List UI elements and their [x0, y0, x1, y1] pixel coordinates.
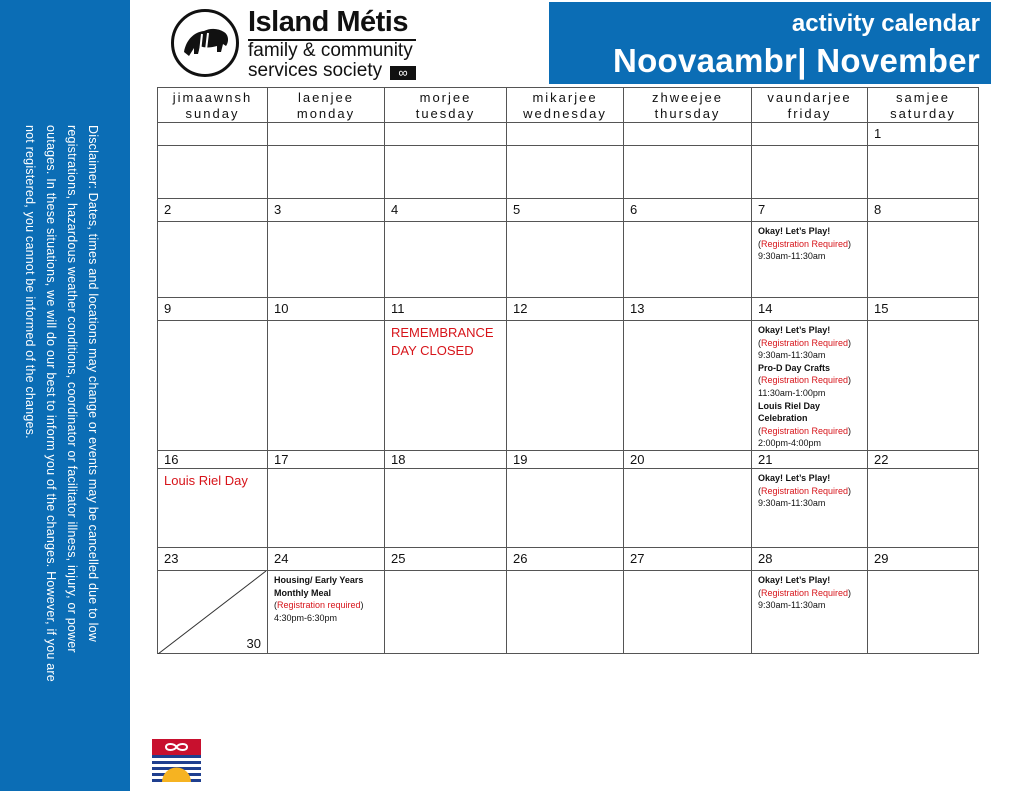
date-number: 2 — [158, 199, 268, 222]
registration-note: (Registration Required) — [758, 485, 852, 496]
org-logo — [168, 6, 428, 84]
date-number: 15 — [868, 298, 979, 321]
weekday-english: wednesday — [523, 106, 607, 121]
date-number: 13 — [624, 298, 752, 321]
weekday-header-saturday — [868, 88, 979, 123]
date-number: 23 — [158, 547, 268, 570]
date-number: 18 — [385, 450, 507, 468]
date-number: 9 — [158, 298, 268, 321]
org-name: Island Métis — [248, 6, 408, 38]
date-number: 29 — [868, 547, 979, 570]
weekday-header-row — [158, 88, 979, 123]
event-title: Louis Riel Day Celebration — [758, 400, 821, 424]
event-row — [158, 570, 979, 653]
event-cell — [385, 222, 507, 298]
weekday-michif: mikarjee — [532, 90, 598, 105]
date-number: 22 — [868, 450, 979, 468]
event-cell — [624, 321, 752, 451]
weekday-michif: jimaawnsh — [172, 90, 253, 105]
weekday-english: tuesday — [415, 106, 476, 121]
event-cell — [624, 468, 752, 547]
event-time: 9:30am-11:30am — [758, 350, 826, 361]
date-cell-empty — [268, 123, 385, 146]
event-time: 9:30am-11:30am — [758, 600, 826, 611]
weekday-header-thursday — [624, 88, 752, 123]
date-cell-empty — [385, 123, 507, 146]
event-cell-nov11 — [385, 321, 507, 451]
weekday-michif: vaundarjee — [767, 90, 852, 105]
event-cell — [507, 222, 624, 298]
date-number: 19 — [507, 450, 624, 468]
event-cell — [268, 468, 385, 547]
date-row — [158, 123, 979, 146]
event-time: 9:30am-11:30am — [758, 251, 826, 262]
event-cell — [868, 222, 979, 298]
event-cell — [507, 146, 624, 199]
event-cell — [268, 321, 385, 451]
event-cell — [158, 321, 268, 451]
registration-note: (Registration Required) — [758, 337, 852, 348]
louis-riel-day-label: Louis Riel Day — [164, 472, 248, 488]
calendar-table — [157, 87, 979, 654]
date-number: 6 — [624, 199, 752, 222]
event-cell-nov24 — [268, 570, 385, 653]
event-cell — [868, 321, 979, 451]
event-title: Pro-D Day Crafts — [758, 362, 831, 373]
weekday-english: sunday — [185, 106, 240, 121]
date-number: 16 — [158, 450, 268, 468]
date-number: 12 — [507, 298, 624, 321]
event-cell — [385, 570, 507, 653]
weekday-michif: morjee — [419, 90, 472, 105]
event-time: 9:30am-11:30am — [758, 498, 826, 509]
date-number: 7 — [752, 199, 868, 222]
date-number: 24 — [268, 547, 385, 570]
weekday-header-sunday — [158, 88, 268, 123]
date-number: 11 — [385, 298, 507, 321]
date-number: 21 — [752, 450, 868, 468]
registration-note: (Registration Required) — [758, 238, 852, 249]
weekday-header-wednesday — [507, 88, 624, 123]
left-sidebar — [0, 0, 130, 791]
event-title: Housing/ Early Years Monthly Meal — [274, 574, 364, 598]
event-cell-nov7 — [752, 222, 868, 298]
date-number: 8 — [868, 199, 979, 222]
weekday-english: thursday — [654, 106, 721, 121]
event-cell — [158, 146, 268, 199]
remembrance-day-closed: REMEMBRANCE DAY CLOSED — [391, 325, 494, 358]
event-row — [158, 146, 979, 199]
date-number: 26 — [507, 547, 624, 570]
event-time: 4:30pm-6:30pm — [274, 612, 338, 623]
event-cell-nov28 — [752, 570, 868, 653]
registration-note: (Registration Required) — [758, 587, 852, 598]
event-time: 11:30am-1:00pm — [758, 387, 826, 398]
registration-note: (Registration Required) — [758, 425, 852, 436]
org-tagline-1: family & community — [248, 40, 413, 61]
event-cell-nov16 — [158, 468, 268, 547]
date-cell-empty — [624, 123, 752, 146]
event-title: Okay! Let’s Play! — [758, 226, 831, 236]
date-number: 27 — [624, 547, 752, 570]
date-cell-empty — [507, 123, 624, 146]
date-number: 3 — [268, 199, 385, 222]
date-row — [158, 298, 979, 321]
weekday-michif: samjee — [896, 90, 950, 105]
event-cell — [385, 146, 507, 199]
weekday-english: saturday — [890, 106, 956, 121]
event-cell — [507, 570, 624, 653]
date-number: 10 — [268, 298, 385, 321]
registration-note: (Registration required) — [274, 600, 364, 611]
event-cell-nov21 — [752, 468, 868, 547]
event-cell — [868, 146, 979, 199]
registration-note: (Registration Required) — [758, 375, 852, 386]
date-number: 5 — [507, 199, 624, 222]
date-number: 17 — [268, 450, 385, 468]
event-cell — [158, 222, 268, 298]
date-number: 28 — [752, 547, 868, 570]
event-cell — [868, 570, 979, 653]
date-number: 1 — [868, 123, 979, 146]
event-cell — [507, 468, 624, 547]
event-title: Okay! Let’s Play! — [758, 574, 831, 585]
bison-logo-icon — [171, 9, 239, 77]
event-cell — [507, 321, 624, 451]
event-cell-nov14 — [752, 321, 868, 451]
event-cell — [624, 146, 752, 199]
date-number: 4 — [385, 199, 507, 222]
header-banner — [549, 2, 991, 84]
event-cell — [385, 468, 507, 547]
date-row — [158, 450, 979, 468]
event-title: Okay! Let’s Play! — [758, 472, 831, 483]
date-cell-empty — [752, 123, 868, 146]
event-title: Okay! Let’s Play! — [758, 325, 831, 335]
event-cell — [268, 146, 385, 199]
org-tagline-2: services society — [248, 60, 383, 81]
date-number: 25 — [385, 547, 507, 570]
weekday-english: monday — [296, 106, 356, 121]
weekday-michif: zhweejee — [652, 90, 723, 105]
event-cell — [624, 570, 752, 653]
date-row — [158, 547, 979, 570]
date-row — [158, 199, 979, 222]
weekday-header-friday — [752, 88, 868, 123]
weekday-header-monday — [268, 88, 385, 123]
event-cell-split-23-30 — [158, 570, 268, 653]
weekday-header-tuesday — [385, 88, 507, 123]
event-cell — [752, 146, 868, 199]
event-cell — [268, 222, 385, 298]
metis-bc-flag-icon — [152, 739, 201, 782]
event-row — [158, 222, 979, 298]
infinity-icon: ∞ — [390, 66, 416, 80]
event-row — [158, 468, 979, 547]
date-number: 20 — [624, 450, 752, 468]
event-cell — [624, 222, 752, 298]
date-cell-empty — [158, 123, 268, 146]
event-cell — [868, 468, 979, 547]
header-title: Noovaambr| November — [612, 42, 980, 79]
date-number: 14 — [752, 298, 868, 321]
weekday-michif: laenjee — [298, 90, 354, 105]
event-time: 2:00pm-4:00pm — [758, 438, 822, 449]
weekday-english: friday — [787, 106, 832, 121]
header-subtitle: activity calendar — [791, 10, 980, 37]
disclaimer-text: Disclaimer: Dates, times and locations may change or events may be cancelled due to low registrations, hazardous weather conditions, coordinator or facilitator illness, injury, or power outages. In these situations, we will do our best to inform you of the changes. However, if you are not registered, you cannot be informed of the changes. — [23, 125, 100, 682]
date-number: 30 — [246, 636, 261, 652]
event-row — [158, 321, 979, 451]
